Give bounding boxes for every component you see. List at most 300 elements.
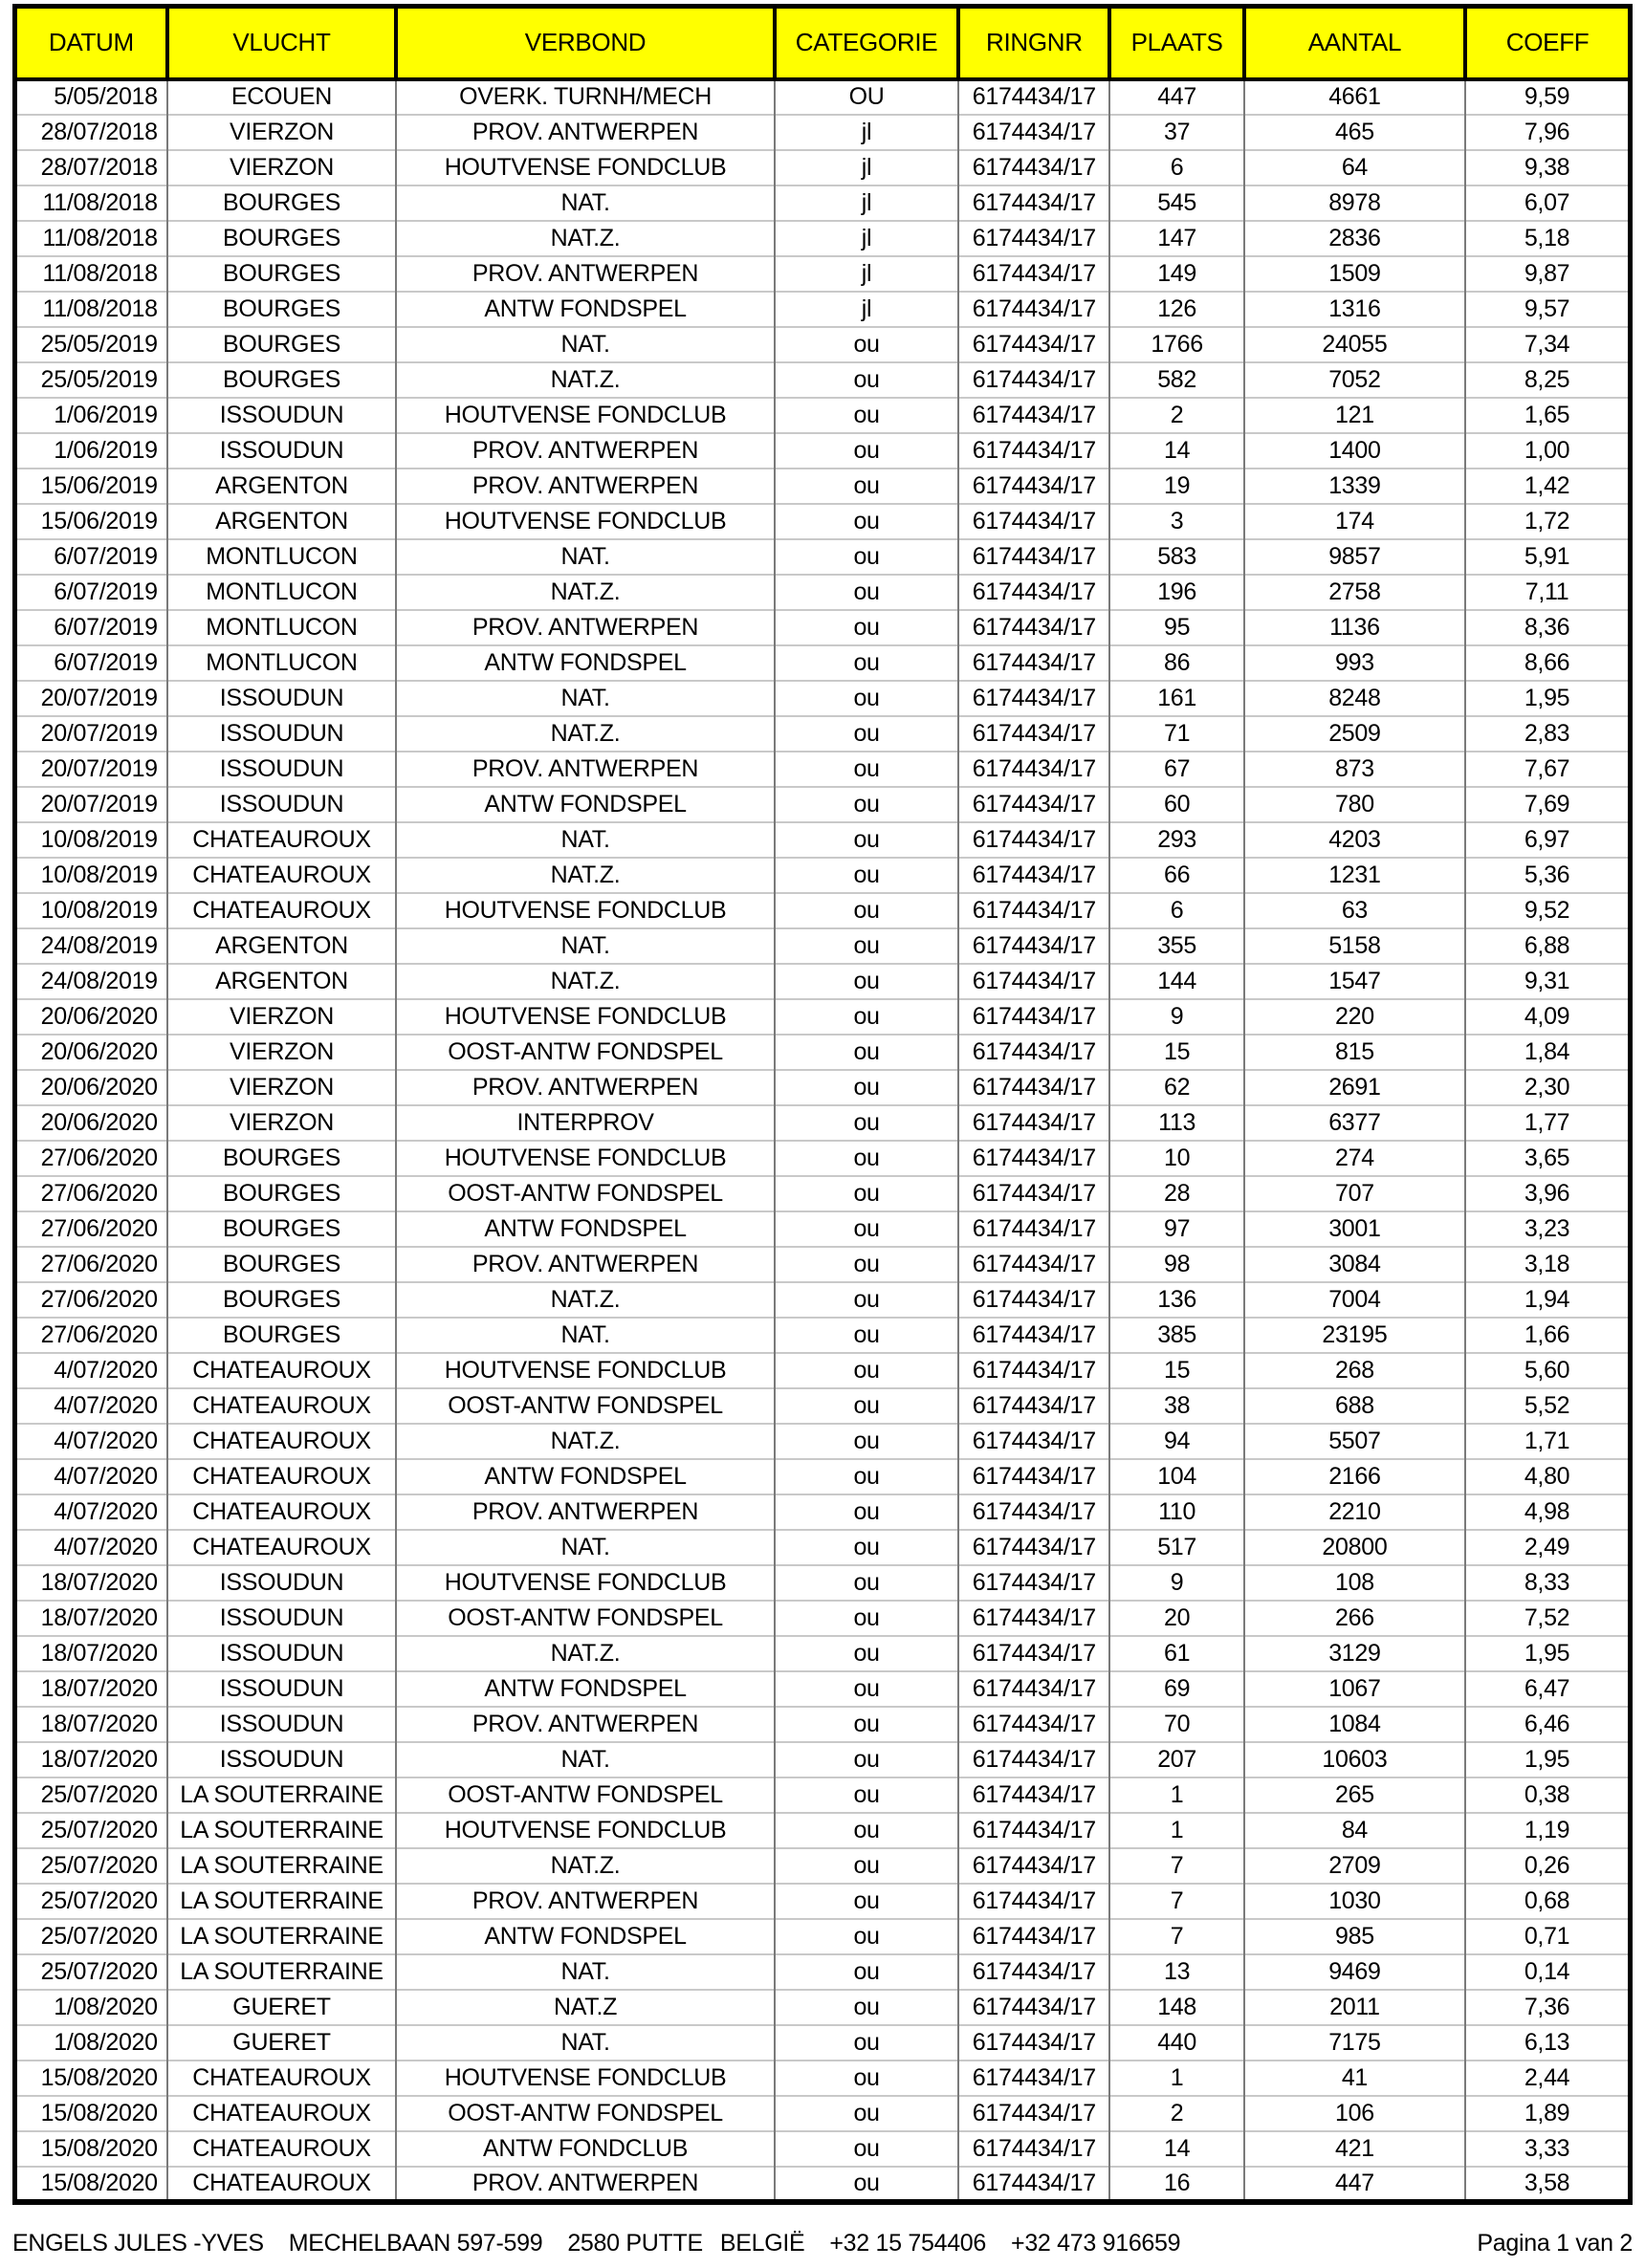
table-body bbox=[15, 79, 1631, 2202]
cell-vlucht: BOURGES bbox=[167, 1282, 396, 1318]
cell-aantal: 4203 bbox=[1244, 822, 1465, 858]
cell-vlucht: CHATEAUROUX bbox=[167, 1424, 396, 1459]
cell-verbond: NAT. bbox=[396, 681, 775, 716]
table-row bbox=[15, 1459, 1631, 1494]
cell-aantal: 2509 bbox=[1244, 716, 1465, 752]
cell-ringnr: 6174434/17 bbox=[958, 2131, 1109, 2167]
cell-coeff: 3,58 bbox=[1465, 2167, 1630, 2202]
cell-ringnr: 6174434/17 bbox=[958, 79, 1109, 115]
owner-street: MECHELBAAN 597-599 bbox=[288, 2229, 543, 2257]
cell-coeff: 7,96 bbox=[1465, 115, 1630, 150]
cell-coeff: 5,60 bbox=[1465, 1353, 1630, 1388]
cell-coeff: 4,80 bbox=[1465, 1459, 1630, 1494]
cell-verbond: HOUTVENSE FONDCLUB bbox=[396, 150, 775, 185]
results-table bbox=[12, 4, 1633, 2205]
cell-coeff: 0,71 bbox=[1465, 1919, 1630, 1954]
cell-ringnr: 6174434/17 bbox=[958, 1601, 1109, 1636]
cell-datum: 1/06/2019 bbox=[15, 433, 167, 469]
cell-vlucht: ARGENTON bbox=[167, 469, 396, 504]
cell-vlucht: ISSOUDUN bbox=[167, 1671, 396, 1707]
cell-ringnr: 6174434/17 bbox=[958, 822, 1109, 858]
cell-categorie: ou bbox=[775, 398, 958, 433]
cell-categorie: ou bbox=[775, 1388, 958, 1424]
cell-categorie: ou bbox=[775, 1707, 958, 1742]
cell-categorie: ou bbox=[775, 645, 958, 681]
cell-ringnr: 6174434/17 bbox=[958, 893, 1109, 928]
cell-coeff: 9,87 bbox=[1465, 256, 1630, 292]
cell-vlucht: ISSOUDUN bbox=[167, 752, 396, 787]
cell-coeff: 5,18 bbox=[1465, 221, 1630, 256]
table-row bbox=[15, 2096, 1631, 2131]
cell-plaats: 14 bbox=[1109, 2131, 1243, 2167]
cell-categorie: jl bbox=[775, 115, 958, 150]
cell-categorie: ou bbox=[775, 539, 958, 575]
cell-plaats: 355 bbox=[1109, 928, 1243, 964]
cell-coeff: 8,25 bbox=[1465, 362, 1630, 398]
cell-datum: 15/06/2019 bbox=[15, 504, 167, 539]
cell-coeff: 1,89 bbox=[1465, 2096, 1630, 2131]
cell-datum: 24/08/2019 bbox=[15, 928, 167, 964]
cell-verbond: NAT.Z. bbox=[396, 221, 775, 256]
cell-vlucht: BOURGES bbox=[167, 327, 396, 362]
cell-verbond: PROV. ANTWERPEN bbox=[396, 115, 775, 150]
cell-plaats: 161 bbox=[1109, 681, 1243, 716]
cell-aantal: 41 bbox=[1244, 2061, 1465, 2096]
cell-categorie: ou bbox=[775, 1318, 958, 1353]
cell-datum: 11/08/2018 bbox=[15, 292, 167, 327]
cell-ringnr: 6174434/17 bbox=[958, 221, 1109, 256]
cell-vlucht: BOURGES bbox=[167, 256, 396, 292]
cell-datum: 20/07/2019 bbox=[15, 681, 167, 716]
cell-coeff: 3,65 bbox=[1465, 1141, 1630, 1176]
cell-datum: 27/06/2020 bbox=[15, 1318, 167, 1353]
cell-datum: 20/07/2019 bbox=[15, 752, 167, 787]
cell-categorie: ou bbox=[775, 362, 958, 398]
cell-vlucht: MONTLUCON bbox=[167, 539, 396, 575]
cell-coeff: 7,34 bbox=[1465, 327, 1630, 362]
cell-plaats: 144 bbox=[1109, 964, 1243, 999]
cell-verbond: HOUTVENSE FONDCLUB bbox=[396, 999, 775, 1035]
cell-aantal: 2011 bbox=[1244, 1990, 1465, 2025]
table-row bbox=[15, 433, 1631, 469]
cell-aantal: 1084 bbox=[1244, 1707, 1465, 1742]
table-row bbox=[15, 1884, 1631, 1919]
cell-vlucht: ISSOUDUN bbox=[167, 1707, 396, 1742]
table-row bbox=[15, 539, 1631, 575]
cell-datum: 27/06/2020 bbox=[15, 1141, 167, 1176]
cell-verbond: ANTW FONDSPEL bbox=[396, 645, 775, 681]
table-row bbox=[15, 362, 1631, 398]
cell-ringnr: 6174434/17 bbox=[958, 752, 1109, 787]
cell-verbond: PROV. ANTWERPEN bbox=[396, 1070, 775, 1105]
cell-plaats: 9 bbox=[1109, 1565, 1243, 1601]
cell-ringnr: 6174434/17 bbox=[958, 2096, 1109, 2131]
cell-categorie: jl bbox=[775, 150, 958, 185]
cell-vlucht: CHATEAUROUX bbox=[167, 1494, 396, 1530]
table-row bbox=[15, 2025, 1631, 2061]
cell-aantal: 707 bbox=[1244, 1176, 1465, 1211]
cell-ringnr: 6174434/17 bbox=[958, 1494, 1109, 1530]
cell-aantal: 108 bbox=[1244, 1565, 1465, 1601]
cell-datum: 18/07/2020 bbox=[15, 1707, 167, 1742]
cell-categorie: ou bbox=[775, 787, 958, 822]
cell-datum: 25/05/2019 bbox=[15, 327, 167, 362]
cell-ringnr: 6174434/17 bbox=[958, 1459, 1109, 1494]
cell-plaats: 440 bbox=[1109, 2025, 1243, 2061]
cell-plaats: 14 bbox=[1109, 433, 1243, 469]
cell-coeff: 2,30 bbox=[1465, 1070, 1630, 1105]
cell-datum: 11/08/2018 bbox=[15, 256, 167, 292]
cell-ringnr: 6174434/17 bbox=[958, 681, 1109, 716]
cell-vlucht: ISSOUDUN bbox=[167, 716, 396, 752]
cell-plaats: 97 bbox=[1109, 1211, 1243, 1247]
cell-verbond: OOST-ANTW FONDSPEL bbox=[396, 1035, 775, 1070]
cell-plaats: 110 bbox=[1109, 1494, 1243, 1530]
cell-datum: 1/08/2020 bbox=[15, 2025, 167, 2061]
cell-plaats: 582 bbox=[1109, 362, 1243, 398]
cell-vlucht: ARGENTON bbox=[167, 504, 396, 539]
cell-verbond: ANTW FONDSPEL bbox=[396, 292, 775, 327]
owner-country: BELGIË bbox=[719, 2229, 805, 2257]
cell-plaats: 16 bbox=[1109, 2167, 1243, 2202]
cell-categorie: ou bbox=[775, 1601, 958, 1636]
cell-aantal: 9469 bbox=[1244, 1954, 1465, 1990]
cell-ringnr: 6174434/17 bbox=[958, 150, 1109, 185]
cell-ringnr: 6174434/17 bbox=[958, 1742, 1109, 1777]
cell-datum: 15/08/2020 bbox=[15, 2096, 167, 2131]
cell-coeff: 7,67 bbox=[1465, 752, 1630, 787]
cell-plaats: 13 bbox=[1109, 1954, 1243, 1990]
cell-ringnr: 6174434/17 bbox=[958, 787, 1109, 822]
cell-verbond: NAT.Z. bbox=[396, 575, 775, 610]
cell-aantal: 64 bbox=[1244, 150, 1465, 185]
cell-ringnr: 6174434/17 bbox=[958, 1707, 1109, 1742]
cell-aantal: 5158 bbox=[1244, 928, 1465, 964]
header-cell-vlucht: VLUCHT bbox=[167, 7, 396, 79]
cell-vlucht: ISSOUDUN bbox=[167, 1636, 396, 1671]
cell-datum: 5/05/2018 bbox=[15, 79, 167, 115]
cell-vlucht: MONTLUCON bbox=[167, 610, 396, 645]
cell-datum: 4/07/2020 bbox=[15, 1459, 167, 1494]
cell-aantal: 20800 bbox=[1244, 1530, 1465, 1565]
table-row bbox=[15, 1565, 1631, 1601]
owner-name: ENGELS JULES -YVES bbox=[12, 2229, 264, 2257]
cell-verbond: NAT. bbox=[396, 1530, 775, 1565]
cell-verbond: OOST-ANTW FONDSPEL bbox=[396, 1388, 775, 1424]
cell-vlucht: BOURGES bbox=[167, 1211, 396, 1247]
table-header bbox=[15, 7, 1631, 79]
cell-aantal: 985 bbox=[1244, 1919, 1465, 1954]
cell-datum: 27/06/2020 bbox=[15, 1247, 167, 1282]
cell-datum: 1/08/2020 bbox=[15, 1990, 167, 2025]
cell-vlucht: CHATEAUROUX bbox=[167, 2167, 396, 2202]
table-row bbox=[15, 79, 1631, 115]
cell-vlucht: LA SOUTERRAINE bbox=[167, 1848, 396, 1884]
cell-vlucht: BOURGES bbox=[167, 1318, 396, 1353]
table-row bbox=[15, 504, 1631, 539]
cell-verbond: NAT.Z. bbox=[396, 716, 775, 752]
cell-categorie: ou bbox=[775, 2131, 958, 2167]
cell-datum: 4/07/2020 bbox=[15, 1494, 167, 1530]
cell-verbond: PROV. ANTWERPEN bbox=[396, 2167, 775, 2202]
cell-verbond: PROV. ANTWERPEN bbox=[396, 433, 775, 469]
table-row bbox=[15, 2167, 1631, 2202]
cell-ringnr: 6174434/17 bbox=[958, 398, 1109, 433]
cell-categorie: ou bbox=[775, 1742, 958, 1777]
cell-datum: 27/06/2020 bbox=[15, 1282, 167, 1318]
cell-datum: 4/07/2020 bbox=[15, 1353, 167, 1388]
table-row bbox=[15, 1388, 1631, 1424]
table-row bbox=[15, 1247, 1631, 1282]
cell-plaats: 61 bbox=[1109, 1636, 1243, 1671]
cell-ringnr: 6174434/17 bbox=[958, 928, 1109, 964]
cell-verbond: ANTW FONDSPEL bbox=[396, 1671, 775, 1707]
cell-verbond: NAT. bbox=[396, 539, 775, 575]
cell-ringnr: 6174434/17 bbox=[958, 1848, 1109, 1884]
cell-coeff: 4,09 bbox=[1465, 999, 1630, 1035]
cell-vlucht: ISSOUDUN bbox=[167, 1565, 396, 1601]
table-row bbox=[15, 327, 1631, 362]
cell-categorie: ou bbox=[775, 1565, 958, 1601]
cell-coeff: 7,52 bbox=[1465, 1601, 1630, 1636]
cell-datum: 20/06/2020 bbox=[15, 1105, 167, 1141]
cell-aantal: 447 bbox=[1244, 2167, 1465, 2202]
cell-datum: 6/07/2019 bbox=[15, 610, 167, 645]
cell-datum: 10/08/2019 bbox=[15, 822, 167, 858]
cell-verbond: PROV. ANTWERPEN bbox=[396, 1707, 775, 1742]
cell-ringnr: 6174434/17 bbox=[958, 362, 1109, 398]
table-row bbox=[15, 398, 1631, 433]
cell-categorie: ou bbox=[775, 964, 958, 999]
table-row bbox=[15, 964, 1631, 999]
cell-vlucht: BOURGES bbox=[167, 362, 396, 398]
cell-categorie: ou bbox=[775, 1176, 958, 1211]
table-row bbox=[15, 1070, 1631, 1105]
cell-verbond: NAT. bbox=[396, 327, 775, 362]
cell-vlucht: BOURGES bbox=[167, 221, 396, 256]
cell-ringnr: 6174434/17 bbox=[958, 504, 1109, 539]
cell-ringnr: 6174434/17 bbox=[958, 999, 1109, 1035]
header-cell-coeff: COEFF bbox=[1465, 7, 1630, 79]
cell-ringnr: 6174434/17 bbox=[958, 1813, 1109, 1848]
cell-vlucht: CHATEAUROUX bbox=[167, 1388, 396, 1424]
cell-ringnr: 6174434/17 bbox=[958, 1070, 1109, 1105]
table-row bbox=[15, 292, 1631, 327]
table-row bbox=[15, 150, 1631, 185]
cell-aantal: 2836 bbox=[1244, 221, 1465, 256]
cell-datum: 25/07/2020 bbox=[15, 1954, 167, 1990]
cell-aantal: 1231 bbox=[1244, 858, 1465, 893]
cell-verbond: PROV. ANTWERPEN bbox=[396, 752, 775, 787]
cell-plaats: 7 bbox=[1109, 1884, 1243, 1919]
cell-datum: 11/08/2018 bbox=[15, 185, 167, 221]
table-row bbox=[15, 787, 1631, 822]
cell-coeff: 3,18 bbox=[1465, 1247, 1630, 1282]
cell-categorie: ou bbox=[775, 1848, 958, 1884]
cell-datum: 4/07/2020 bbox=[15, 1424, 167, 1459]
cell-categorie: ou bbox=[775, 2096, 958, 2131]
cell-vlucht: LA SOUTERRAINE bbox=[167, 1813, 396, 1848]
cell-plaats: 1766 bbox=[1109, 327, 1243, 362]
cell-plaats: 62 bbox=[1109, 1070, 1243, 1105]
cell-aantal: 3001 bbox=[1244, 1211, 1465, 1247]
cell-ringnr: 6174434/17 bbox=[958, 292, 1109, 327]
cell-plaats: 136 bbox=[1109, 1282, 1243, 1318]
table-row bbox=[15, 221, 1631, 256]
cell-verbond: NAT.Z. bbox=[396, 362, 775, 398]
cell-coeff: 1,95 bbox=[1465, 681, 1630, 716]
cell-plaats: 7 bbox=[1109, 1919, 1243, 1954]
cell-datum: 15/06/2019 bbox=[15, 469, 167, 504]
table-row bbox=[15, 822, 1631, 858]
cell-coeff: 1,94 bbox=[1465, 1282, 1630, 1318]
cell-categorie: ou bbox=[775, 575, 958, 610]
cell-plaats: 2 bbox=[1109, 398, 1243, 433]
table-row bbox=[15, 185, 1631, 221]
cell-ringnr: 6174434/17 bbox=[958, 1353, 1109, 1388]
cell-datum: 18/07/2020 bbox=[15, 1636, 167, 1671]
cell-aantal: 815 bbox=[1244, 1035, 1465, 1070]
cell-coeff: 9,38 bbox=[1465, 150, 1630, 185]
cell-plaats: 19 bbox=[1109, 469, 1243, 504]
cell-vlucht: LA SOUTERRAINE bbox=[167, 1777, 396, 1813]
cell-plaats: 66 bbox=[1109, 858, 1243, 893]
footer-owner-info bbox=[12, 2230, 1180, 2257]
cell-plaats: 10 bbox=[1109, 1141, 1243, 1176]
cell-categorie: ou bbox=[775, 1282, 958, 1318]
table-row bbox=[15, 469, 1631, 504]
cell-plaats: 545 bbox=[1109, 185, 1243, 221]
cell-categorie: jl bbox=[775, 221, 958, 256]
cell-aantal: 266 bbox=[1244, 1601, 1465, 1636]
cell-ringnr: 6174434/17 bbox=[958, 433, 1109, 469]
table-row bbox=[15, 1848, 1631, 1884]
table-row bbox=[15, 1707, 1631, 1742]
cell-plaats: 6 bbox=[1109, 150, 1243, 185]
table-row bbox=[15, 999, 1631, 1035]
cell-coeff: 1,95 bbox=[1465, 1742, 1630, 1777]
cell-ringnr: 6174434/17 bbox=[958, 1424, 1109, 1459]
cell-vlucht: VIERZON bbox=[167, 999, 396, 1035]
cell-coeff: 9,52 bbox=[1465, 893, 1630, 928]
table-row bbox=[15, 256, 1631, 292]
cell-aantal: 121 bbox=[1244, 398, 1465, 433]
cell-aantal: 5507 bbox=[1244, 1424, 1465, 1459]
cell-categorie: ou bbox=[775, 610, 958, 645]
cell-vlucht: CHATEAUROUX bbox=[167, 822, 396, 858]
cell-vlucht: BOURGES bbox=[167, 1141, 396, 1176]
cell-ringnr: 6174434/17 bbox=[958, 858, 1109, 893]
table-row bbox=[15, 115, 1631, 150]
cell-categorie: ou bbox=[775, 1211, 958, 1247]
cell-vlucht: ISSOUDUN bbox=[167, 1742, 396, 1777]
cell-ringnr: 6174434/17 bbox=[958, 1035, 1109, 1070]
table-row bbox=[15, 1530, 1631, 1565]
cell-datum: 15/08/2020 bbox=[15, 2061, 167, 2096]
cell-aantal: 8248 bbox=[1244, 681, 1465, 716]
cell-vlucht: BOURGES bbox=[167, 1176, 396, 1211]
cell-categorie: ou bbox=[775, 752, 958, 787]
cell-categorie: ou bbox=[775, 1990, 958, 2025]
cell-vlucht: ARGENTON bbox=[167, 928, 396, 964]
cell-coeff: 4,98 bbox=[1465, 1494, 1630, 1530]
header-cell-plaats: PLAATS bbox=[1109, 7, 1243, 79]
cell-verbond: NAT. bbox=[396, 1742, 775, 1777]
cell-coeff: 9,31 bbox=[1465, 964, 1630, 999]
cell-verbond: ANTW FONDSPEL bbox=[396, 1919, 775, 1954]
table-row bbox=[15, 645, 1631, 681]
cell-coeff: 1,66 bbox=[1465, 1318, 1630, 1353]
cell-aantal: 2691 bbox=[1244, 1070, 1465, 1105]
cell-plaats: 126 bbox=[1109, 292, 1243, 327]
cell-aantal: 3129 bbox=[1244, 1636, 1465, 1671]
cell-aantal: 1547 bbox=[1244, 964, 1465, 999]
cell-ringnr: 6174434/17 bbox=[958, 539, 1109, 575]
cell-coeff: 1,65 bbox=[1465, 398, 1630, 433]
header-cell-datum: DATUM bbox=[15, 7, 167, 79]
cell-plaats: 196 bbox=[1109, 575, 1243, 610]
cell-ringnr: 6174434/17 bbox=[958, 1884, 1109, 1919]
cell-categorie: ou bbox=[775, 716, 958, 752]
cell-verbond: HOUTVENSE FONDCLUB bbox=[396, 2061, 775, 2096]
cell-coeff: 8,33 bbox=[1465, 1565, 1630, 1601]
cell-coeff: 9,59 bbox=[1465, 79, 1630, 115]
page-number: Pagina 1 van 2 bbox=[1477, 2229, 1633, 2257]
cell-ringnr: 6174434/17 bbox=[958, 1141, 1109, 1176]
cell-categorie: ou bbox=[775, 433, 958, 469]
cell-verbond: ANTW FONDSPEL bbox=[396, 787, 775, 822]
cell-datum: 20/07/2019 bbox=[15, 787, 167, 822]
table-row bbox=[15, 928, 1631, 964]
cell-categorie: jl bbox=[775, 292, 958, 327]
cell-aantal: 106 bbox=[1244, 2096, 1465, 2131]
cell-categorie: ou bbox=[775, 1353, 958, 1388]
cell-datum: 25/07/2020 bbox=[15, 1919, 167, 1954]
cell-datum: 20/06/2020 bbox=[15, 1070, 167, 1105]
table-row bbox=[15, 716, 1631, 752]
cell-ringnr: 6174434/17 bbox=[958, 610, 1109, 645]
cell-ringnr: 6174434/17 bbox=[958, 2061, 1109, 2096]
cell-coeff: 2,83 bbox=[1465, 716, 1630, 752]
cell-datum: 25/05/2019 bbox=[15, 362, 167, 398]
cell-verbond: PROV. ANTWERPEN bbox=[396, 256, 775, 292]
cell-verbond: INTERPROV bbox=[396, 1105, 775, 1141]
cell-coeff: 8,36 bbox=[1465, 610, 1630, 645]
cell-verbond: PROV. ANTWERPEN bbox=[396, 1884, 775, 1919]
cell-categorie: ou bbox=[775, 1777, 958, 1813]
cell-vlucht: CHATEAUROUX bbox=[167, 858, 396, 893]
cell-aantal: 220 bbox=[1244, 999, 1465, 1035]
cell-ringnr: 6174434/17 bbox=[958, 327, 1109, 362]
cell-verbond: HOUTVENSE FONDCLUB bbox=[396, 398, 775, 433]
cell-ringnr: 6174434/17 bbox=[958, 2025, 1109, 2061]
cell-categorie: ou bbox=[775, 858, 958, 893]
cell-verbond: NAT.Z bbox=[396, 1990, 775, 2025]
cell-plaats: 447 bbox=[1109, 79, 1243, 115]
cell-datum: 15/08/2020 bbox=[15, 2131, 167, 2167]
cell-categorie: ou bbox=[775, 1459, 958, 1494]
cell-vlucht: CHATEAUROUX bbox=[167, 893, 396, 928]
cell-categorie: ou bbox=[775, 2061, 958, 2096]
cell-vlucht: BOURGES bbox=[167, 292, 396, 327]
cell-datum: 25/07/2020 bbox=[15, 1884, 167, 1919]
cell-coeff: 0,26 bbox=[1465, 1848, 1630, 1884]
cell-datum: 4/07/2020 bbox=[15, 1530, 167, 1565]
cell-verbond: NAT.Z. bbox=[396, 858, 775, 893]
cell-coeff: 1,77 bbox=[1465, 1105, 1630, 1141]
cell-plaats: 98 bbox=[1109, 1247, 1243, 1282]
cell-verbond: PROV. ANTWERPEN bbox=[396, 469, 775, 504]
